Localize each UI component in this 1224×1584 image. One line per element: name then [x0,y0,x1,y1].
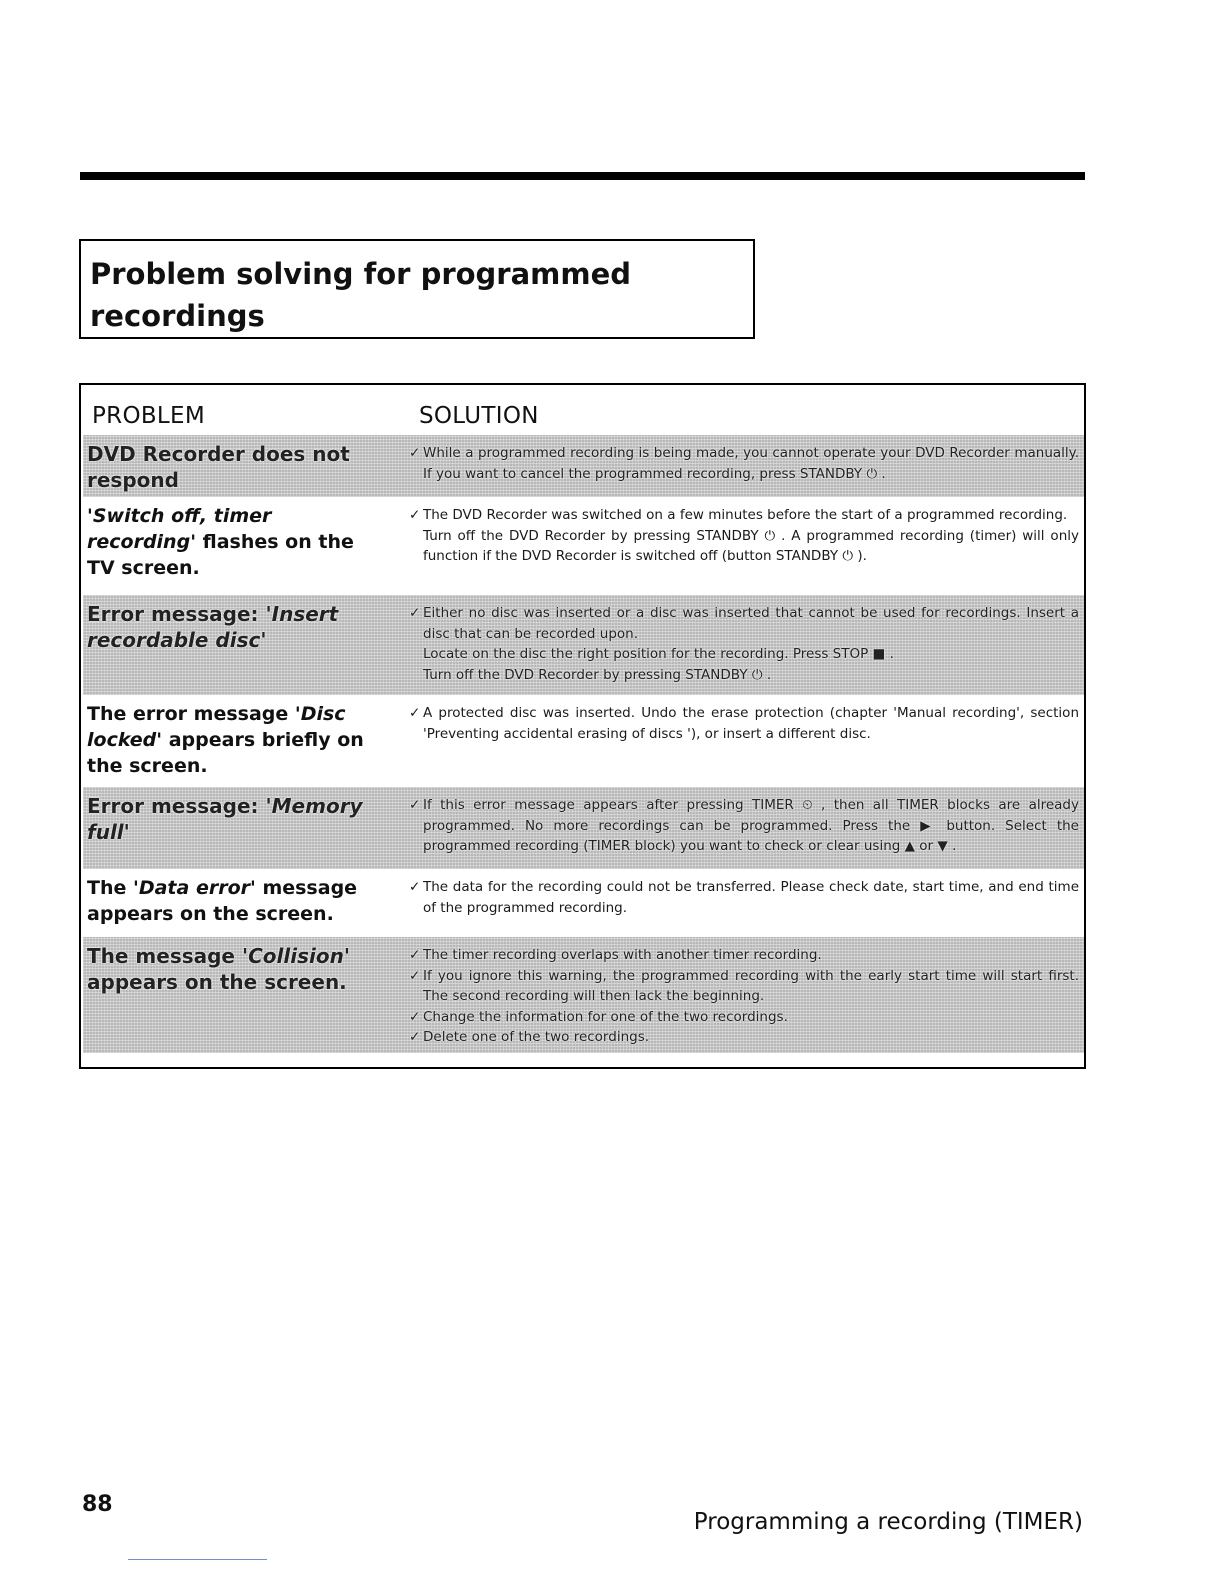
problem-text: Error message: 'Insert recordable disc' [87,602,339,652]
bottom-divider [128,1559,267,1560]
title-box [79,239,755,339]
problem-text: The error message 'Disc locked' appears briefly on the screen. [87,703,364,777]
solution-item: ✓ Either no disc was inserted or a disc was inserted that cannot be used for recordings. Insert a disc that can be recorded upon. [409,605,1079,642]
page-number: 88 [82,1492,113,1517]
solution-item: Locate on the disc the right position for the recording. Press STOP ■ . [423,646,894,662]
table-row [83,869,1084,937]
solution-text [409,703,1079,744]
problem-italic: Switch off, timer recording [87,505,272,553]
solution-item: ✓ The DVD Recorder was switched on a few minutes before the start of a programmed recording. [409,505,1079,526]
solution-item: ✓ Delete one of the two recordings. [409,1027,1079,1048]
solution-item: ✓ Change the information for one of the two recordings. [409,1007,1079,1028]
solution-item: ✓ While a programmed recording is being made, you cannot operate your DVD Recorder manually. If you want to cancel the programmed recording, press STANDBY ⏻ . [409,445,1079,482]
check-icon: ✓ [409,797,421,813]
problem-text: 'Switch off, timer recording' flashes on the TV screen. [87,505,354,579]
check-icon: ✓ [409,947,421,963]
solution-text [409,443,1079,484]
solution-item: ✓ If you ignore this warning, the programmed recording with the early start time will start first. The second recording will then lack the beginning. [409,967,1079,1004]
solution-item: ✓ If this error message appears after pressing TIMER ⏲ , then all TIMER blocks are already programmed. No more recordings can be programmed. Press the ▶ button. Select the programmed recording (TIMER block) you want to check or clear using ▲ or ▼ . [409,797,1079,854]
solution-text [409,505,1079,567]
page-title: Problem solving for programmed recordings [90,257,632,333]
table-row [83,595,1084,695]
check-icon: ✓ [409,1008,421,1025]
problem-italic: Disc locked [87,703,346,751]
table-row [83,435,1084,497]
problem-text: The message 'Collision' appears on the screen. [87,944,350,994]
solution-item: Turn off the DVD Recorder by pressing STANDBY ⏻ . [423,666,772,683]
problem-italic: Collision [248,944,344,968]
table-row [83,497,1084,595]
table-row [83,695,1084,787]
table-row [83,937,1084,1053]
problem-title: DVD Recorder does not respond [87,442,350,492]
solution-item: ✓ The data for the recording could not be transferred. Please check date, start time, and end time of the programmed recording. [409,879,1079,916]
problem-rest: flashes on the TV screen. [87,531,354,579]
troubleshooting-table [79,383,1086,1069]
problem-text [87,441,387,493]
header-solution: SOLUTION [419,403,539,429]
check-icon: ✓ [409,445,421,461]
solution-text [409,877,1079,918]
problem-italic: Insert recordable disc [87,602,339,652]
solution-item: ✓ The timer recording overlaps with another timer recording. [409,945,1079,966]
footer-title: Programming a recording (TIMER) [693,1509,1083,1535]
problem-text: The 'Data error' message appears on the screen. [87,877,358,925]
check-icon: ✓ [409,967,421,984]
check-icon: ✓ [409,1029,421,1045]
problem-italic: Data error [138,877,250,899]
solution-text [409,795,1079,857]
problem-text: Error message: 'Memory full' [87,794,363,844]
solution-text [409,603,1079,685]
solution-text [409,945,1079,1048]
check-icon: ✓ [409,605,421,621]
top-rule [80,172,1085,180]
check-icon: ✓ [409,705,421,721]
check-icon: ✓ [409,879,421,895]
check-icon: ✓ [409,507,421,523]
table-row [83,787,1084,869]
solution-item: Turn off the DVD Recorder by pressing STANDBY ⏻ . A programmed recording (timer) will only function if the DVD Recorder is switched off (button STANDBY ⏻ ). [423,527,1079,564]
solution-item: ✓ A protected disc was inserted. Undo the erase protection (chapter 'Manual recording', section 'Preventing accidental erasing of discs '), or insert a different disc. [409,705,1079,742]
header-problem: PROBLEM [92,403,206,429]
problem-italic: Memory full [87,794,363,844]
